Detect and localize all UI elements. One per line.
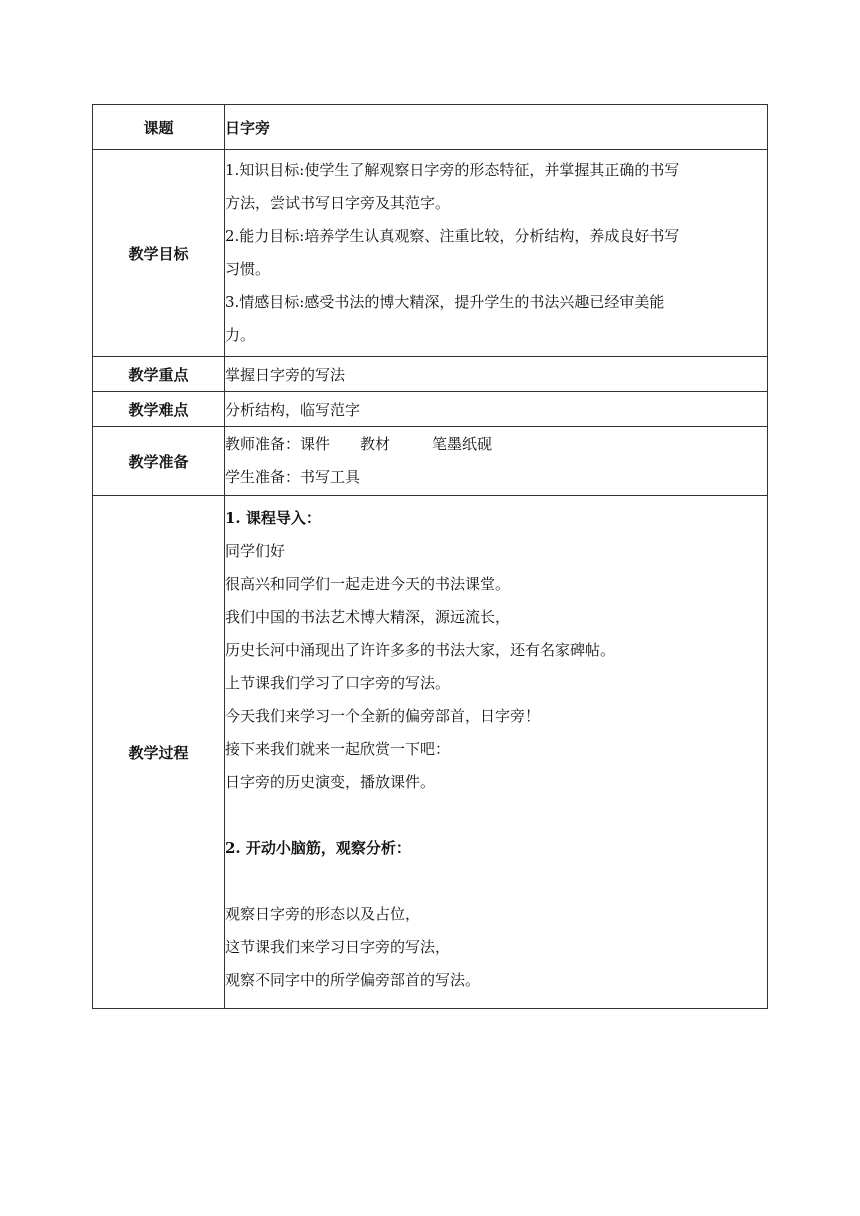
key-point-value: 掌握日字旁的写法 <box>225 357 768 392</box>
blank-line <box>225 799 767 832</box>
teacher-prep-item: 课件 <box>300 435 331 453</box>
goal-line: 3.情感目标:感受书法的博大精深，提升学生的书法兴趣已经审美能 <box>225 293 665 311</box>
preparation-label: 教学准备 <box>93 427 225 496</box>
row-difficulty <box>93 392 768 427</box>
teacher-prep-item: 笔墨纸砚 <box>432 435 493 453</box>
preparation-content <box>225 427 768 496</box>
topic-value: 日字旁 <box>225 105 768 150</box>
process-line: 今天我们来学习一个全新的偏旁部首，日字旁！ <box>225 707 541 725</box>
blank-line <box>225 865 767 898</box>
section-heading: 2. 开动小脑筋，观察分析： <box>225 839 411 857</box>
teacher-prep-line <box>225 428 767 461</box>
process-line: 上节课我们学习了口字旁的写法。 <box>225 674 451 692</box>
goal-line: 方法，尝试书写日字旁及其范字。 <box>225 194 451 212</box>
process-line: 观察日字旁的形态以及占位， <box>225 905 421 923</box>
row-preparation <box>93 427 768 496</box>
row-topic <box>93 105 768 150</box>
topic-label: 课题 <box>93 105 225 150</box>
teaching-goals-content <box>225 150 768 357</box>
teaching-process-label: 教学过程 <box>93 496 225 1009</box>
teacher-prep-label: 教师准备： <box>225 435 301 453</box>
teacher-prep-item: 教材 <box>360 435 391 453</box>
process-line: 观察不同字中的所学偏旁部首的写法。 <box>225 971 481 989</box>
process-line: 这节课我们来学习日字旁的写法， <box>225 938 451 956</box>
process-line: 同学们好 <box>225 542 286 560</box>
goal-line: 2.能力目标:培养学生认真观察、注重比较，分析结构，养成良好书写 <box>225 227 680 245</box>
key-point-label: 教学重点 <box>93 357 225 392</box>
row-key-point <box>93 357 768 392</box>
process-line: 接下来我们就来一起欣赏一下吧： <box>225 740 451 758</box>
section-heading: 1. 课程导入： <box>225 509 321 527</box>
goal-line: 1.知识目标:使学生了解观察日字旁的形态特征，并掌握其正确的书写 <box>225 161 680 179</box>
row-teaching-process <box>93 496 768 1009</box>
teaching-process-content <box>225 496 768 1009</box>
difficulty-value: 分析结构，临写范字 <box>225 392 768 427</box>
goal-line: 力。 <box>225 326 256 344</box>
row-teaching-goals <box>93 150 768 357</box>
process-line: 很高兴和同学们一起走进今天的书法课堂。 <box>225 575 511 593</box>
student-prep-line: 学生准备：书写工具 <box>225 468 361 486</box>
teaching-goals-label: 教学目标 <box>93 150 225 357</box>
process-line: 历史长河中涌现出了许许多多的书法大家，还有名家碑帖。 <box>225 641 616 659</box>
lesson-plan-table <box>92 104 768 1009</box>
difficulty-label: 教学难点 <box>93 392 225 427</box>
process-line: 我们中国的书法艺术博大精深，源远流长， <box>225 608 511 626</box>
process-line: 日字旁的历史演变，播放课件。 <box>225 773 436 791</box>
goal-line: 习惯。 <box>225 260 271 278</box>
